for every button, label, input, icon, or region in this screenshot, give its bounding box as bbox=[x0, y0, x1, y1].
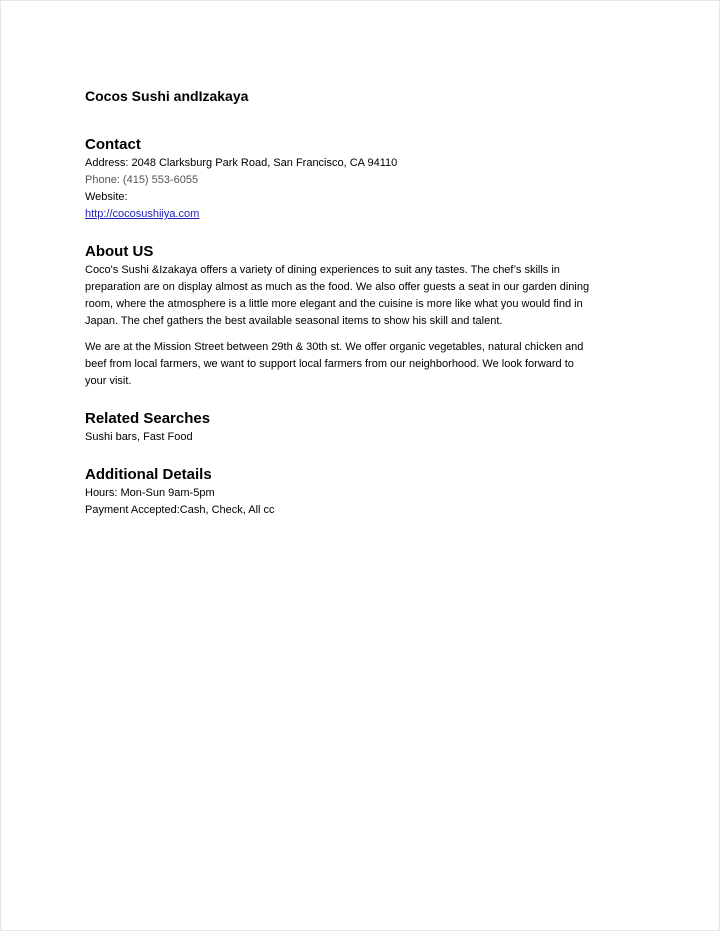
contact-section bbox=[85, 135, 645, 223]
document-title: Cocos Sushi andIzakaya bbox=[85, 88, 249, 104]
additional-details-section bbox=[85, 465, 645, 519]
related-searches-text: Sushi bars, Fast Food bbox=[85, 431, 193, 443]
about-section bbox=[85, 242, 645, 390]
about-paragraph-1-line: preparation are on display almost as much as the food. We also offer guests a seat in our garden dining bbox=[85, 281, 590, 293]
about-paragraph-1-line: Coco's Sushi &Izakaya offers a variety of dining experiences to suit any tastes. The chef’s skills in bbox=[85, 264, 560, 276]
about-paragraph-2-line: beef from local farmers, we want to support local farmers from our neighborhood. We look forward to bbox=[85, 358, 574, 370]
website-link[interactable]: http://cocosushiiya.com bbox=[85, 208, 200, 220]
payment-text: Payment Accepted:Cash, Check, All cc bbox=[85, 504, 275, 516]
about-paragraph-1-line: Japan. The chef gathers the best available seasonal items to show his skill and talent. bbox=[85, 315, 503, 327]
section-spacer bbox=[85, 223, 645, 242]
website-label: Website: bbox=[85, 191, 128, 203]
paragraph-spacer bbox=[85, 330, 645, 339]
about-paragraph-2 bbox=[85, 339, 645, 390]
about-paragraph-2-line: your visit. bbox=[85, 375, 132, 387]
additional-details-heading: Additional Details bbox=[85, 466, 212, 483]
about-heading: About US bbox=[85, 243, 154, 260]
about-paragraph-1-line: room, where the atmosphere is a little more elegant and the cuisine is more like what you would find in bbox=[85, 298, 583, 310]
address-text: Address: 2048 Clarksburg Park Road, San Francisco, CA 94110 bbox=[85, 157, 398, 169]
related-searches-heading: Related Searches bbox=[85, 410, 211, 427]
about-paragraph-1 bbox=[85, 262, 645, 330]
about-paragraph-2-line: We are at the Mission Street between 29th & 30th st. We offer organic vegetables, natural chicken and bbox=[85, 341, 584, 353]
contact-heading: Contact bbox=[85, 136, 141, 153]
related-searches-section bbox=[85, 409, 645, 446]
document-content bbox=[85, 87, 645, 519]
section-spacer bbox=[85, 446, 645, 465]
section-spacer bbox=[85, 390, 645, 409]
hours-text: Hours: Mon-Sun 9am-5pm bbox=[85, 487, 215, 499]
phone-text: Phone: (415) 553-6055 bbox=[85, 174, 199, 186]
